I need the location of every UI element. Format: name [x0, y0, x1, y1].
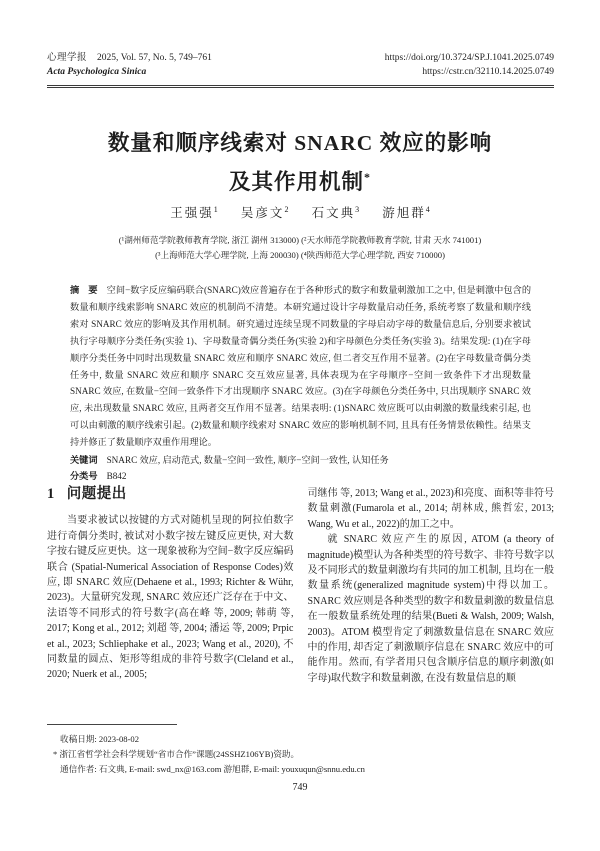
author-4: 游旭群$^4$ [382, 204, 430, 220]
abstract-label: 摘 要 [70, 285, 98, 295]
left-column [47, 486, 294, 686]
keywords-label: 关键词 [70, 454, 98, 465]
abstract-paragraph [70, 282, 531, 451]
journal-header [47, 52, 554, 79]
article-body [47, 486, 554, 686]
body-paragraph-right-2: 就 SNARC 效应产生的原因, ATOM (a theory of magnitude)模型认为各种类型的符号数字、非符号数字以及不同形式的数量刺激均有共同的加工机制, 且均在一般数量系统(generalized magnitude system)中得以加工。SNARC 效应则是各种类型的数字和数量刺激的数量信息在一般数量系统处理的结果(Bueti & Walsh, 2009; Walsh, 2003)。ATOM 模型肯定了刺激数量信息在 SNARC 效应中的作用, 却否定了刺激顺序信息在 SNARC 效应中的可能作用。然而, 有学者用只包含顺序信息的顺序刺激(如字母)取代数字和数量刺激, 在没有数量信息的顺 [307, 534, 554, 684]
author-3-affil-sup: 3 [355, 204, 360, 214]
classification-label: 分类号 [70, 471, 98, 482]
section-1-title: 问题提出 [66, 486, 127, 502]
author-1-affil-sup: 1 [213, 204, 218, 214]
page-number: 749 [292, 782, 308, 793]
keywords-line [70, 452, 531, 469]
affiliation-line-1: (¹湖州师范学院教师教育学院, 浙江 湖州 313000) (²天水师范学院教师教育学院, 甘肃 天水 741001) [118, 235, 482, 245]
journal-name-en: Acta Psychologica Sinica [47, 66, 147, 77]
paper-title [0, 126, 600, 199]
journal-issue: 2025, Vol. 57, No. 5, 749–761 [97, 53, 212, 63]
author-list [0, 203, 600, 221]
abstract-section [70, 282, 531, 485]
funding-text: 浙江省哲学社会科学规划“省市合作”课题(24SSHZ106YB)资助。 [59, 748, 300, 759]
body-paragraph-left: 当要求被试以按键的方式对随机呈现的阿拉伯数字进行奇偶分类时, 被试对小数字按左键反应更快, 对大数字按右键反应更快。这一现象被称为空间−数字反应编码联合 (Spatial-Numerical Association of Response Codes)效应, 即 SNARC 效应(Dehaene et al., 1993; Richter & Wühr, 2023)。大量研究发现, SNARC 效应还广泛存在于中文、法语等不同形式的符号数字(高在峰 等, 2009; 韩萌 等, 2017; Kong et al., 2012; 刘超 等, 2004; 潘运 等, 2009; Prpic et al., 2023; Schliephake et al., 2023; Wang et al., 2020), 不同数量的圆点、矩形等组成的非符号数字(Cleland et al., 2020; Nuerk et al., 2005; [47, 515, 294, 681]
author-4-affil-sup: 4 [425, 204, 430, 214]
funding-line [47, 747, 554, 762]
footnote-block [47, 724, 554, 776]
header-divider [47, 85, 554, 88]
author-3: 石文典$^3$ [311, 204, 360, 220]
doi-link[interactable]: https://doi.org/10.3724/SP.J.1041.2025.0749 [384, 53, 554, 63]
classification-value: B842 [106, 471, 127, 482]
author-1: 王强强$^1$ [170, 204, 218, 220]
journal-header-right [385, 52, 554, 79]
author-2: 吴彦文$^2$ [240, 204, 289, 220]
affiliation-line-2: (³上海师范大学心理学院, 上海 200030) (⁴陕西师范大学心理学院, 西安 710000) [155, 250, 445, 260]
paper-title-line1: 数量和顺序线索对 SNARC 效应的影响 [107, 131, 493, 155]
section-1-number: 1 [47, 486, 55, 502]
author-2-affil-sup: 2 [284, 204, 289, 214]
section-1-heading [47, 487, 294, 502]
abstract-text: 空间−数字反应编码联合(SNARC)效应普遍存在于各种形式的数字和数量刺激加工之中, 但是刺激中包含的数量和顺序线索影响 SNARC 效应的机制尚不清楚。本研究通过设计字母数量启动任务, 系统考察了数量和顺序线索对 SNARC 效应的影响及其作用机制。研究通过连续呈现不同数量的字母启动字母的数量信息后, 分别要求被试执行字母顺序分类任务(实验 1)、字母数量奇偶分类任务(实验 2)和字母颜色分类任务(实验 3)。结果发现: (1)在字母顺序分类任务中同时出现数量 SNARC 效应和顺序 SNARC 效应, 但二者交互作用不显著。(2)在字母数量奇偶分类任务中, 数量 SNARC 效应和顺序 SNARC 交互效应显著, 具体表现为在字母顺序−空间一致条件下才出现数量 SNARC 效应, 在数量−空间一致条件下才出现顺序 SNARC 效应。(3)在字母颜色分类任务中, 只出现顺序 SNARC 效应, 未出现数量 SNARC 效应, 且两者交互作用不显著。结果表明: (1)SNARC 效应既可以由刺激的数量线索引起, 也可以由刺激的顺序线索引起。(2)数量和顺序线索对 SNARC 效应的影响机制不同, 且具有任务情景依赖性。结果支持并修正了数量顺序双重作用理论。 [70, 285, 532, 448]
received-date-line: 收稿日期: 2023-08-02 [60, 734, 140, 744]
journal-header-left [47, 52, 212, 79]
keywords-text: SNARC 效应, 启动范式, 数量−空间一致性, 顺序−空间一致性, 认知任务 [106, 454, 389, 465]
title-footnote-asterisk: * [364, 170, 371, 184]
funding-asterisk: * [53, 748, 58, 759]
body-paragraph-right-1: 司继伟 等, 2013; Wang et al., 2023)和亮度、面积等非符号数量刺激(Fumarola et al., 2014; 胡林成, 熊哲宏, 2013; Wang, Wu et al., 2022)的加工之中。 [307, 488, 554, 530]
correspondence-line: 通信作者: 石文典, E-mail: swd_nx@163.com 游旭群, E-mail: youxuqun@snnu.edu.cn [60, 763, 365, 774]
right-column [308, 486, 555, 686]
footnote-divider [47, 724, 177, 725]
classification-line [70, 468, 531, 485]
affiliation-list [0, 233, 600, 263]
paper-title-line2: 及其作用机制* [228, 170, 371, 195]
journal-issue-line [47, 52, 212, 66]
cstr-link[interactable]: https://cstr.cn/32110.14.2025.0749 [422, 66, 554, 77]
journal-name-cn: 心理学报 [47, 53, 88, 63]
